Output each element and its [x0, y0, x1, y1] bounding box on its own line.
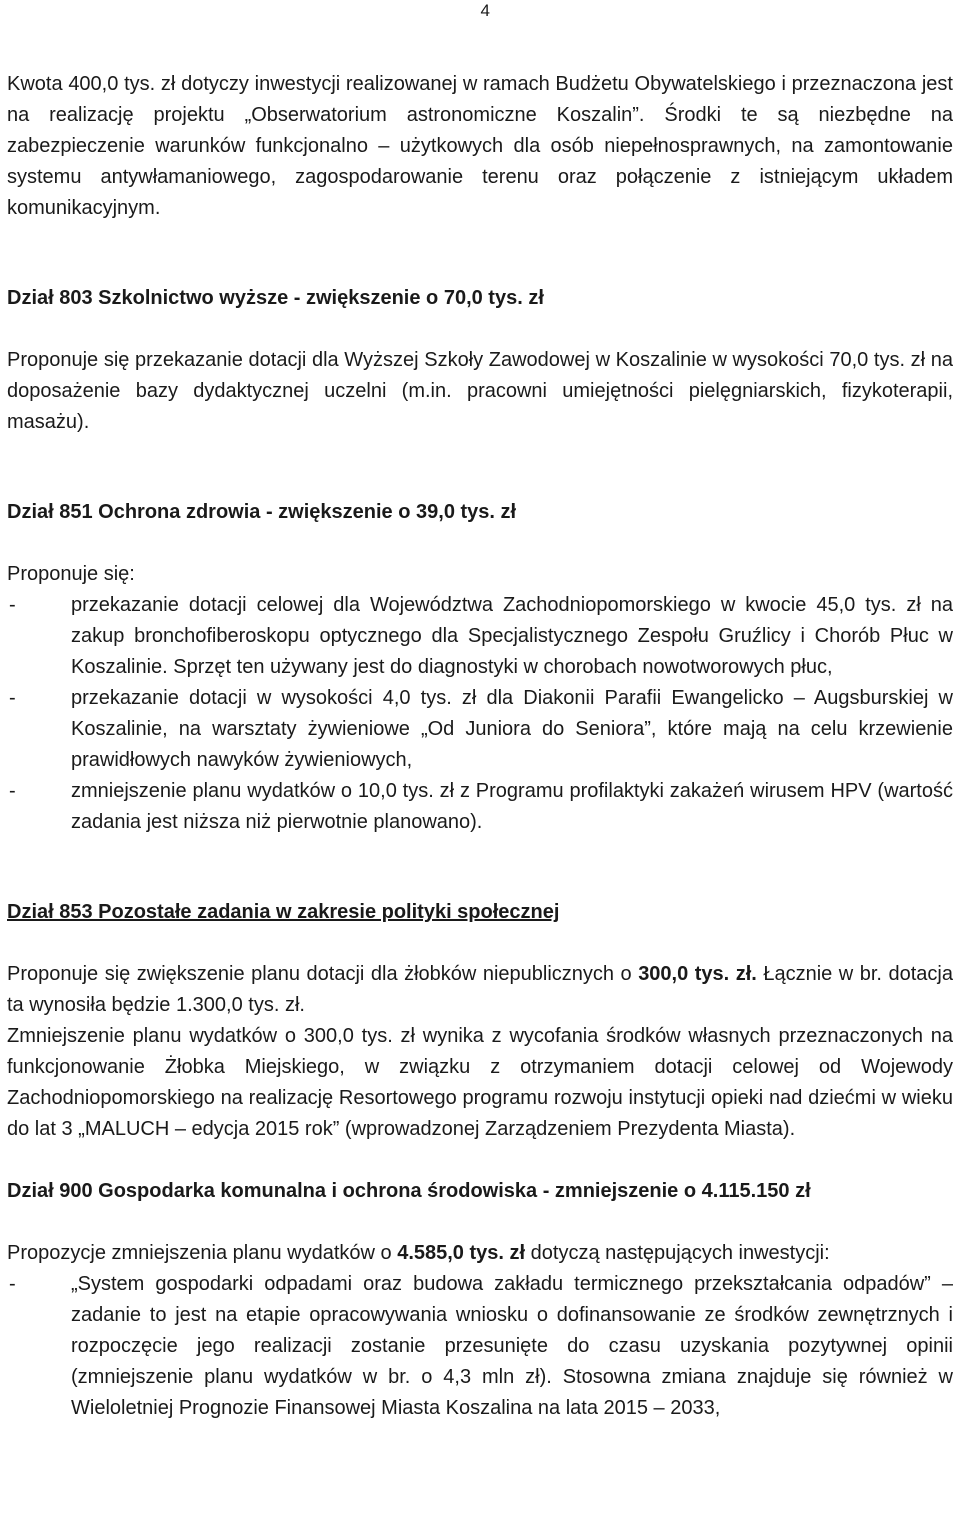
list-item: - przekazanie dotacji celowej dla Województwa Zachodniopomorskiego w kwocie 45,0 tys. zł na zakup bronchofiberoskopu optycznego dla Specjalistycznego Zespołu Gruźlicy i Chorób Płuc w Koszalinie. Sprzęt ten używany jest do diagnostyki w chorobach nowotworowych płuc,	[7, 590, 953, 683]
text-run: Propozycje zmniejszenia planu wydatków o	[7, 1242, 398, 1264]
intro-paragraph: Kwota 400,0 tys. zł dotyczy inwestycji realizowanej w ramach Budżetu Obywatelskiego i przeznaczona jest na realizację projektu „Obserwatorium astronomiczne Koszalin”. Środki te są niezbędne na zabezpieczenie warunków funkcjonalno – użytkowych dla osób niepełnosprawnych, na zamontowanie systemu antywłamaniowego, zagospodarowanie terenu oraz połączenie z istniejącym układem komunikacyjnym.	[7, 73, 953, 219]
spacer	[7, 314, 953, 345]
section-803-paragraph: Proponuje się przekazanie dotacji dla Wyższej Szkoły Zawodowej w Koszalinie w wysokości 70,0 tys. zł na doposażenie bazy dydaktycznej uczelni (m.in. pracowni umiejętności pielęgniarskich, fizykoterapii, masażu).	[7, 349, 953, 433]
section-851-list	[7, 590, 953, 838]
section-803-heading: Dział 803 Szkolnictwo wyższe - zwiększenie o 70,0 tys. zł	[7, 287, 544, 309]
bold-amount: 4.585,0 tys. zł	[397, 1242, 526, 1264]
spacer	[7, 528, 953, 559]
section-853-paragraph-2: Zmniejszenie planu wydatków o 300,0 tys. zł wynika z wycofania środków własnych przeznaczonych na funkcjonowanie Żłobka Miejskiego, w związku z otrzymaniem dotacji celowej od Wojewody Zachodniopomorskiego na realizację Resortowego programu rozwoju instytucji opieki nad dziećmi w wieku do lat 3 „MALUCH – edycja 2015 rok” (wprowadzonej Zarządzeniem Prezydenta Miasta).	[7, 1025, 953, 1140]
spacer	[7, 438, 953, 497]
spacer	[7, 1145, 953, 1176]
list-item: - zmniejszenie planu wydatków o 10,0 tys. zł z Programu profilaktyki zakażeń wirusem HPV (wartość zadania jest niższa niż pierwotnie planowano).	[7, 776, 953, 838]
spacer	[7, 838, 953, 897]
spacer	[7, 224, 953, 283]
text-run: dotyczą następujących inwestycji:	[525, 1242, 830, 1264]
spacer	[7, 1207, 953, 1238]
document-body	[7, 69, 953, 1424]
section-900-paragraph	[7, 1238, 953, 1269]
section-900-list	[7, 1269, 953, 1424]
section-853-paragraph-1	[7, 959, 953, 1021]
section-900-heading: Dział 900 Gospodarka komunalna i ochrona środowiska - zmniejszenie o 4.115.150 zł	[7, 1180, 811, 1202]
text-run: Łącznie w br. dotacja ta wynosiła będzie 1.300,0 tys. zł.	[7, 963, 953, 1016]
list-item: - przekazanie dotacji w wysokości 4,0 tys. zł dla Diakonii Parafii Ewangelicko – Augsburskiej w Koszalinie, na warsztaty żywieniowe „Od Juniora do Seniora”, które mają na celu krzewienie prawidłowych nawyków żywieniowych,	[7, 683, 953, 776]
spacer	[7, 928, 953, 959]
text-run: Proponuje się zwiększenie planu dotacji dla żłobków niepublicznych o	[7, 963, 639, 985]
section-851-intro: Proponuje się:	[7, 563, 135, 585]
section-851-heading: Dział 851 Ochrona zdrowia - zwiększenie o 39,0 tys. zł	[7, 501, 517, 523]
section-853-heading: Dział 853 Pozostałe zadania w zakresie polityki społecznej	[7, 901, 560, 923]
bold-amount: 300,0 tys. zł.	[638, 963, 757, 985]
page-number: 4	[480, 1, 490, 20]
list-item: - „System gospodarki odpadami oraz budowa zakładu termicznego przekształcania odpadów” – zadanie to jest na etapie opracowywania wniosku o dofinansowanie ze środków zewnętrznych i rozpoczęcie jego realizacji zostanie przesunięte do czasu uzyskania pozytywnej opinii (zmniejszenie planu wydatków w br. o 4,3 mln zł). Stosowna zmiana znajduje się również w Wieloletniej Prognozie Finansowej Miasta Koszalina na lata 2015 – 2033,	[7, 1269, 953, 1424]
